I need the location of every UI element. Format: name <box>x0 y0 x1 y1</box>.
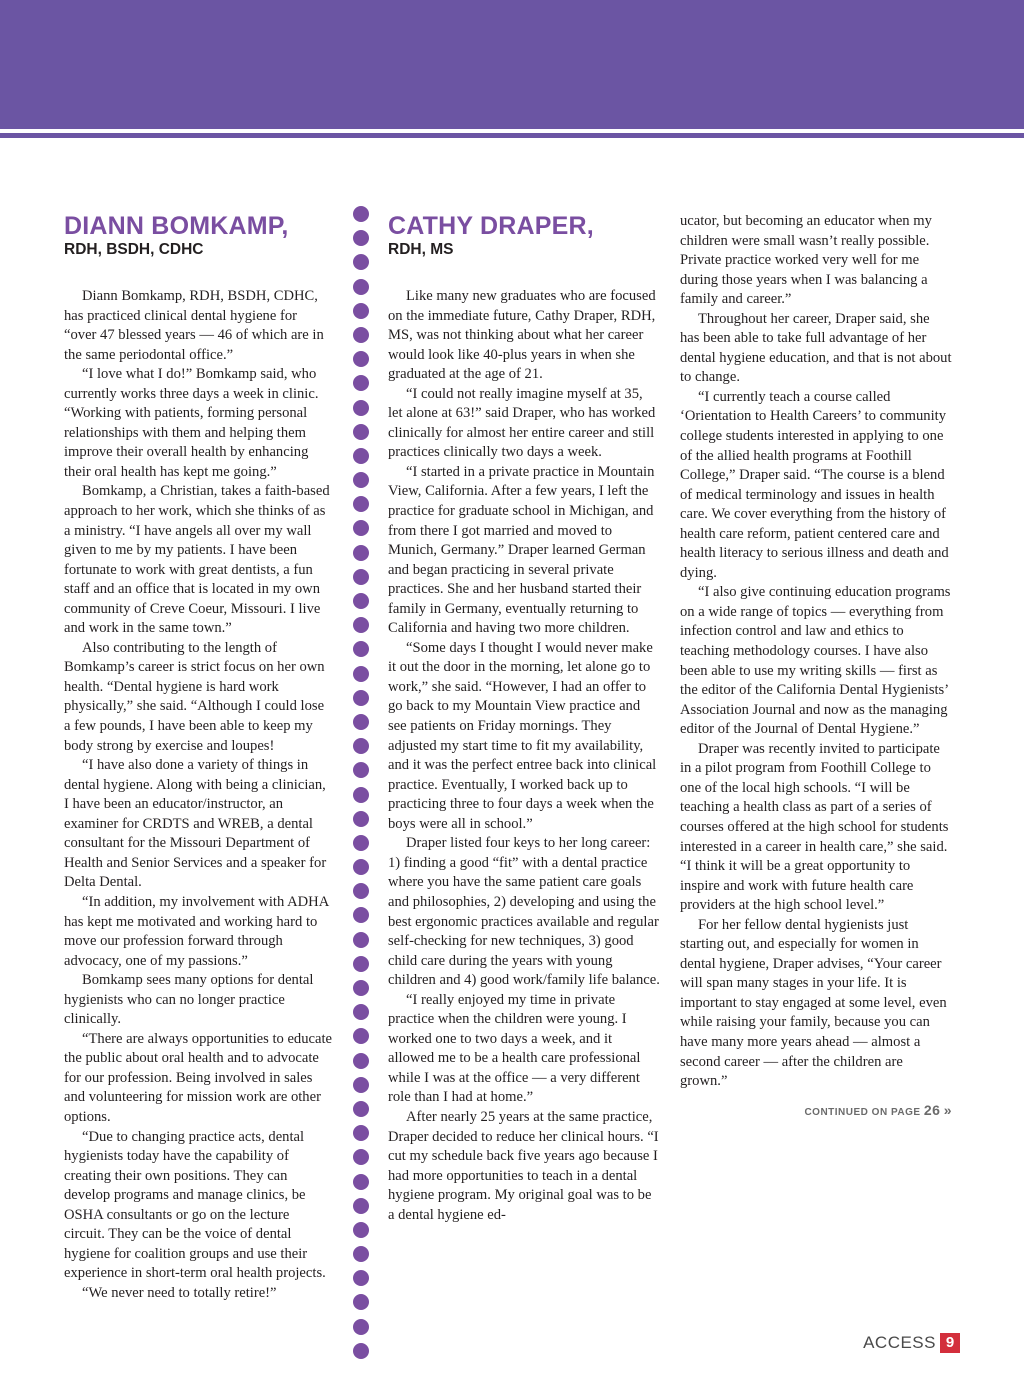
divider-dot <box>353 1149 369 1165</box>
divider-dot <box>353 1198 369 1214</box>
paragraph: “Some days I thought I would never make it out the door in the morning, let alone go to work,” she said. “However, I had an offer to go back to my Mountain View practice and see patients on Friday mornings. They adjusted my start time to fit my availability, and it was the perfect entree back into clinical practice. Eventually, I worked back up to practicing three to four days a week when the boys were all in school.” <box>388 639 657 832</box>
divider-dot <box>353 835 369 851</box>
dot-divider <box>353 206 371 1367</box>
divider-dot <box>353 327 369 343</box>
divider-dot <box>353 859 369 875</box>
paragraph: “Due to changing practice acts, dental hygienists today have the capability of creating their own positions. They can develop programs and manage clinics, be OSHA consultants or go on the lecture circuit. They can be the voice of dental hygiene for coalition groups and use their experience in short-term oral health projects. <box>64 1128 326 1282</box>
paragraph: Diann Bomkamp, RDH, BSDH, CDHC, has practiced clinical dental hygiene for “over 47 blessed years — 46 of which are in the same periodontal office.” <box>64 288 324 363</box>
paragraph: “In addition, my involvement with ADHA has kept me motivated and working hard to move our profession forward through advocacy, one of my passions.” <box>64 893 329 969</box>
divider-dot <box>353 1125 369 1141</box>
paragraph: “There are always opportunities to educate the public about oral health and to advocate for our profession. Being involved in sales and volunteering for mission work are other options. <box>64 1030 333 1125</box>
column-bomkamp <box>64 212 332 1303</box>
divider-dot <box>353 496 369 512</box>
divider-dot <box>353 424 369 440</box>
divider-dot <box>353 1004 369 1020</box>
paragraph: Bomkamp sees many options for dental hygienists who can no longer practice clinically. <box>64 972 314 1028</box>
divider-dot <box>353 811 369 827</box>
paragraph: After nearly 25 years at the same practice, Draper decided to reduce her clinical hours. “I cut my schedule back five years ago because I had more opportunities to teach in a dental hygiene program. My original goal was to be a dental hygiene ed- <box>388 1108 659 1223</box>
paragraph: Draper was recently invited to participate in a pilot program from Foothill College to one of the local high schools. “I will be teaching a health class as part of a series of courses offered at the high school for students interested in a career in health care,” she said. “I think it will be a great opportunity to inspire and work with future health care providers at the high school level.” <box>680 740 949 914</box>
divider-dot <box>353 1343 369 1359</box>
divider-dot <box>353 303 369 319</box>
continued-label: CONTINUED ON PAGE <box>804 1106 921 1118</box>
divider-dot <box>353 1270 369 1286</box>
divider-dot <box>353 956 369 972</box>
column-draper <box>388 212 660 1225</box>
divider-dot <box>353 545 369 561</box>
divider-dot <box>353 206 369 222</box>
paragraph: Also contributing to the length of Bomkamp’s career is strict focus on her own health. “Dental hygiene is hard work physically,” she said. “Although I could lose a few pounds, I have been able to keep my body strong by exercise and loupes! <box>64 639 325 754</box>
divider-dot <box>353 617 369 633</box>
header-band <box>0 0 1024 129</box>
paragraph: “We never need to totally retire!” <box>82 1284 277 1301</box>
divider-dot <box>353 1053 369 1069</box>
paragraph: “I started in a private practice in Mountain View, California. After a few years, I left the practice for graduate school in Michigan, and from there I got married and moved to Munich, Germany.” Draper learned German and began practicing in several private practices. She and her husband started their family in Germany, eventually returning to California and having two more children. <box>388 463 655 637</box>
profile-name: CATHY DRAPER, <box>388 212 594 240</box>
paragraph: “I have also done a variety of things in dental hygiene. Along with being a clinician, I have been an educator/instructor, an examiner for CRDTS and WREB, a dental consultant for the Missouri Department of Health and Senior Services and a speaker for Delta Dental. <box>64 757 327 891</box>
divider-dot <box>353 714 369 730</box>
paragraph: Draper listed four keys to her long career: 1) finding a good “fit” with a dental practice where you have the same patient care goals and philosophies, 2) developing and using the best ergonomic practices available and regular self-checking for new techniques, 3) good child care during the years with young children and 4) good work/family life balance. <box>388 835 660 989</box>
article-body <box>388 287 660 1225</box>
divider-dot <box>353 351 369 367</box>
page-footer <box>863 1333 960 1353</box>
divider-dot <box>353 932 369 948</box>
page-number: 9 <box>940 1333 960 1353</box>
article-body <box>64 287 332 1303</box>
paragraph: Bomkamp, a Christian, takes a faith-based approach to her work, which she thinks of as a ministry. “I have angels all over my wall given to me by my patients. I have been fortunate to work with great dentists, a fun staff and an office that is located in my own community of Creve Coeur, Missouri. I live and work in the same town.” <box>64 483 330 637</box>
divider-dot <box>353 1028 369 1044</box>
paragraph: “I really enjoyed my time in private practice when the children were young. I worked one to two days a week, and it allowed me to be a health care professional while I was at the office — a very different role than I had at home.” <box>388 991 641 1106</box>
divider-dot <box>353 907 369 923</box>
divider-dot <box>353 1174 369 1190</box>
divider-dot <box>353 980 369 996</box>
divider-dot <box>353 1319 369 1335</box>
divider-dot <box>353 1246 369 1262</box>
divider-dot <box>353 1077 369 1093</box>
paragraph: “I could not really imagine myself at 35, let alone at 63!” said Draper, who has worked clinically for almost her entire career and still practices clinically two days a week. <box>388 385 656 461</box>
profile-credentials: RDH, BSDH, CDHC <box>64 241 204 258</box>
divider-dot <box>353 738 369 754</box>
paragraph: “I love what I do!” Bomkamp said, who currently works three days a week in clinic. “Working with patients, forming personal relationships with them and helping them improve their overall health by enhancing their oral health has kept me going.” <box>64 366 319 480</box>
divider-dot <box>353 520 369 536</box>
divider-dot <box>353 641 369 657</box>
profile-name: DIANN BOMKAMP, <box>64 212 289 240</box>
divider-dot <box>353 1222 369 1238</box>
divider-dot <box>353 230 369 246</box>
paragraph: Like many new graduates who are focused on the immediate future, Cathy Draper, RDH, MS, was not thinking about what her career would look like 40-plus years in when she graduated at the age of 21. <box>388 288 656 383</box>
header-rule <box>0 133 1024 138</box>
divider-dot <box>353 279 369 295</box>
divider-dot <box>353 666 369 682</box>
column-draper-continued <box>680 212 952 1118</box>
magazine-name: ACCESS <box>863 1333 936 1352</box>
double-chevron-right-icon: » <box>943 1101 952 1118</box>
divider-dot <box>353 690 369 706</box>
divider-dot <box>353 883 369 899</box>
divider-dot <box>353 569 369 585</box>
paragraph: “I also give continuing education programs on a wide range of topics — everything from infection control and law and ethics to teaching methodology courses. I have also been able to use my writing skills — first as the editor of the California Dental Hygienists’ Association Journal and now as the managing editor of the Journal of Dental Hygiene.” <box>680 584 951 738</box>
divider-dot <box>353 593 369 609</box>
divider-dot <box>353 254 369 270</box>
divider-dot <box>353 400 369 416</box>
continued-page: 26 <box>923 1101 941 1118</box>
divider-dot <box>353 1294 369 1310</box>
divider-dot <box>353 787 369 803</box>
paragraph: “I currently teach a course called ‘Orientation to Health Careers’ to community college students interested in applying to one of the allied health programs at Foothill College,” Draper said. “The course is a blend of medical terminology and issues in health care. We cover everything from the history of health care reform, patient centered care and health literacy to serious illness and death and dying. <box>680 388 949 581</box>
divider-dot <box>353 762 369 778</box>
divider-dot <box>353 375 369 391</box>
article-body <box>680 212 952 1092</box>
divider-dot <box>353 472 369 488</box>
continued-on-link[interactable] <box>680 1102 952 1118</box>
divider-dot <box>353 1101 369 1117</box>
paragraph: ucator, but becoming an educator when my children were small wasn’t really possible. Private practice worked very well for me during those years when I was balancing a family and career.” <box>680 213 932 308</box>
profile-credentials: RDH, MS <box>388 241 454 258</box>
paragraph: For her fellow dental hygienists just starting out, and especially for women in dental hygiene, Draper advises, “Your career will span many stages in your life. It is important to stay engaged at some level, even while raising your family, because you can have many more years ahead — almost a second career — after the children are grown.” <box>680 916 947 1090</box>
paragraph: Throughout her career, Draper said, she has been able to take full advantage of her dental hygiene education, and that is not about to change. <box>680 310 952 386</box>
divider-dot <box>353 448 369 464</box>
